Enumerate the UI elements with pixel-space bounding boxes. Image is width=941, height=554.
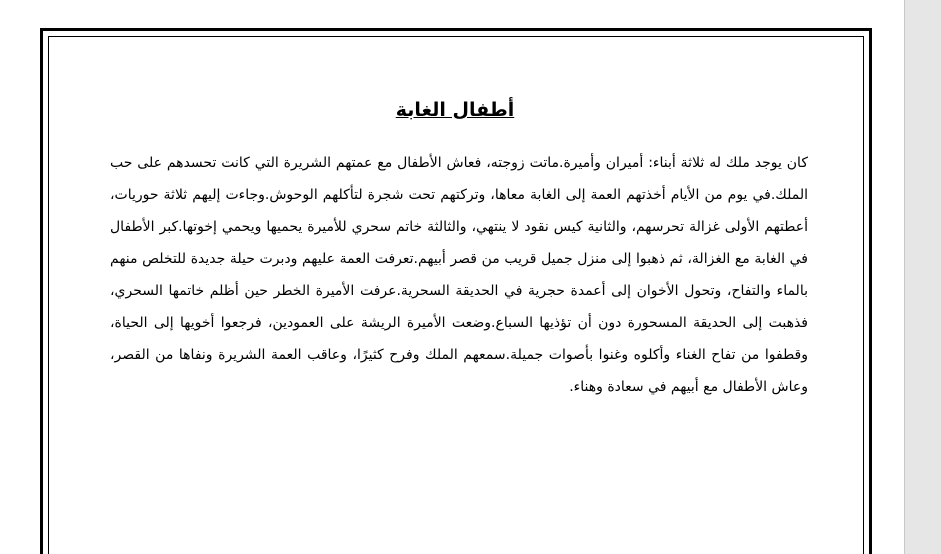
story-body-paragraph: كان يوجد ملك له ثلاثة أبناء: أميران وأميرة.ماتت زوجته، فعاش الأطفال مع عمتهم الشريرة التي كانت تحسدهم على حب الملك.في يوم من الأيام أخذتهم العمة إلى الغابة معاها، وتركتهم تحت شجرة لتأكلهم الوحوش.وجاءت إليهم ثلاثة حوريات، أعطتهم الأولى غزالة تحرسهم، والثانية كيس نقود لا ينتهي، والثالثة خاتم سحري للأميرة يحميها ويحمي إخوتها.كبر الأطفال في الغابة مع الغزالة، ثم ذهبوا إلى منزل جميل قريب من قصر أبيهم.تعرفت العمة عليهم ودبرت حيلة جديدة للتخلص منهم بالماء والتفاح، وتحول الأخوان إلى أعمدة حجرية في الحديقة السحرية.عرفت الأميرة الخطر حين أظلم خاتمها السحري، فذهبت إلى الحديقة المسحورة دون أن تؤذيها السباع.وضعت الأميرة الريشة على العمودين، فرجعوا أخويها إلى الحياة، وقطفوا من تفاح الغناء وأكلوه وغنوا بأصوات جميلة.سمعهم الملك وفرح كثيرًا، وعاقب العمة الشريرة ونفاها من القصر، وعاش الأطفال مع أبيهم في سعادة وهناء. <box>110 155 808 395</box>
story-title: أطفال الغابة <box>395 99 515 121</box>
vertical-scrollbar-track[interactable] <box>904 0 941 554</box>
